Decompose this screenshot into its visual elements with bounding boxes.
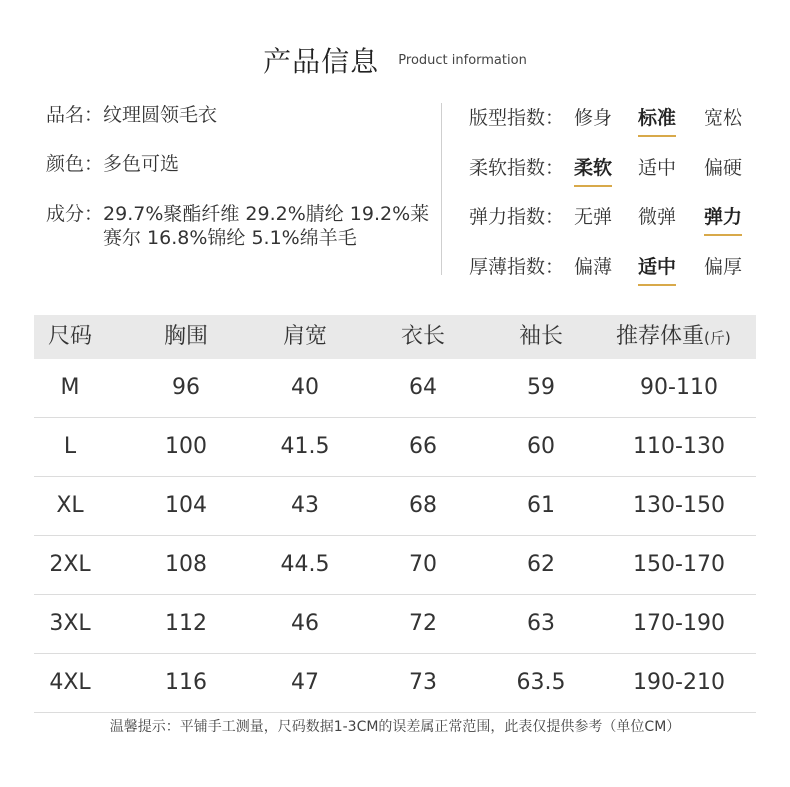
cell-sleeve: 63 [527, 611, 555, 636]
header-size: 尺码 [47, 324, 92, 349]
header-weight-unit: (斤) [704, 329, 731, 347]
cell-length: 73 [409, 670, 437, 695]
cell-shoulder: 47 [291, 670, 319, 695]
cell-chest: 112 [165, 611, 207, 636]
index-option: 宽松 [704, 107, 743, 129]
cell-size: L [63, 434, 77, 459]
header-weight [616, 315, 756, 360]
cell-length: 68 [409, 493, 437, 518]
index-option: 偏硬 [704, 157, 743, 179]
cell-shoulder: 43 [291, 493, 319, 518]
cell-size: M [60, 375, 80, 400]
vertical-divider [441, 103, 442, 275]
cell-chest: 104 [165, 493, 207, 518]
cell-shoulder: 41.5 [280, 434, 330, 459]
cell-size: 2XL [49, 552, 91, 577]
cell-weight: 190-210 [633, 670, 725, 695]
index-option: 偏厚 [704, 256, 743, 278]
cell-sleeve: 62 [527, 552, 555, 577]
index-label: 柔软指数： [469, 157, 565, 179]
table-row [34, 359, 756, 418]
header-sleeve: 袖长 [518, 324, 563, 349]
index-option: 微弹 [638, 206, 677, 228]
product-name-row [46, 103, 217, 127]
cell-size: 3XL [49, 611, 91, 636]
product-composition-row [46, 202, 446, 250]
title-english: Product information [398, 52, 527, 68]
cell-chest: 116 [165, 670, 207, 695]
product-composition-value: 29.7%聚酯纤维 29.2%腈纶 19.2%莱赛尔 16.8%锦纶 5.1%绵羊毛 [103, 203, 430, 249]
cell-shoulder: 46 [291, 611, 319, 636]
index-option-selected: 柔软 [574, 153, 612, 180]
header-length: 衣长 [400, 324, 445, 349]
cell-weight: 130-150 [633, 493, 725, 518]
product-name-label: 品名： [46, 104, 104, 126]
table-row [34, 654, 756, 713]
cell-sleeve: 60 [527, 434, 555, 459]
index-option: 无弹 [574, 206, 613, 228]
table-row [34, 536, 756, 595]
product-composition-label: 成分： [46, 203, 104, 225]
cell-length: 72 [409, 611, 437, 636]
index-option: 适中 [638, 157, 677, 179]
index-option-selected: 标准 [638, 103, 676, 130]
header-shoulder: 肩宽 [282, 324, 327, 349]
product-color-row [46, 152, 179, 176]
cell-chest: 108 [165, 552, 207, 577]
cell-length: 64 [409, 375, 437, 400]
section-title [0, 40, 790, 80]
table-row [34, 477, 756, 536]
cell-size: XL [56, 493, 84, 518]
header-weight-label: 推荐体重 [616, 324, 705, 349]
size-table [34, 315, 756, 713]
cell-weight: 170-190 [633, 611, 725, 636]
cell-chest: 96 [172, 375, 200, 400]
header-chest: 胸围 [163, 324, 208, 349]
index-option: 修身 [574, 107, 613, 129]
cell-size: 4XL [49, 670, 91, 695]
cell-length: 70 [409, 552, 437, 577]
cell-sleeve: 63.5 [516, 670, 566, 695]
cell-shoulder: 40 [291, 375, 319, 400]
cell-shoulder: 44.5 [280, 552, 330, 577]
size-table-header [34, 315, 756, 359]
title-chinese: 产品信息 [263, 45, 380, 78]
index-label: 厚薄指数： [469, 256, 565, 278]
cell-sleeve: 59 [527, 375, 555, 400]
table-row [34, 595, 756, 654]
cell-sleeve: 61 [527, 493, 555, 518]
cell-weight: 90-110 [640, 375, 718, 400]
measurement-note: 温馨提示：平铺手工测量，尺码数据1-3CM的误差属正常范围，此表仅提供参考（单位CM） [109, 719, 681, 735]
cell-weight: 110-130 [633, 434, 725, 459]
index-option-selected: 适中 [638, 252, 676, 279]
product-name-value: 纹理圆领毛衣 [103, 104, 218, 126]
cell-chest: 100 [165, 434, 207, 459]
cell-length: 66 [409, 434, 437, 459]
index-label: 版型指数： [469, 107, 565, 129]
table-row [34, 418, 756, 477]
product-color-label: 颜色： [46, 153, 104, 175]
index-option-selected: 弹力 [704, 202, 742, 229]
index-label: 弹力指数： [469, 206, 565, 228]
product-color-value: 多色可选 [103, 153, 180, 175]
cell-weight: 150-170 [633, 552, 725, 577]
index-option: 偏薄 [574, 256, 613, 278]
